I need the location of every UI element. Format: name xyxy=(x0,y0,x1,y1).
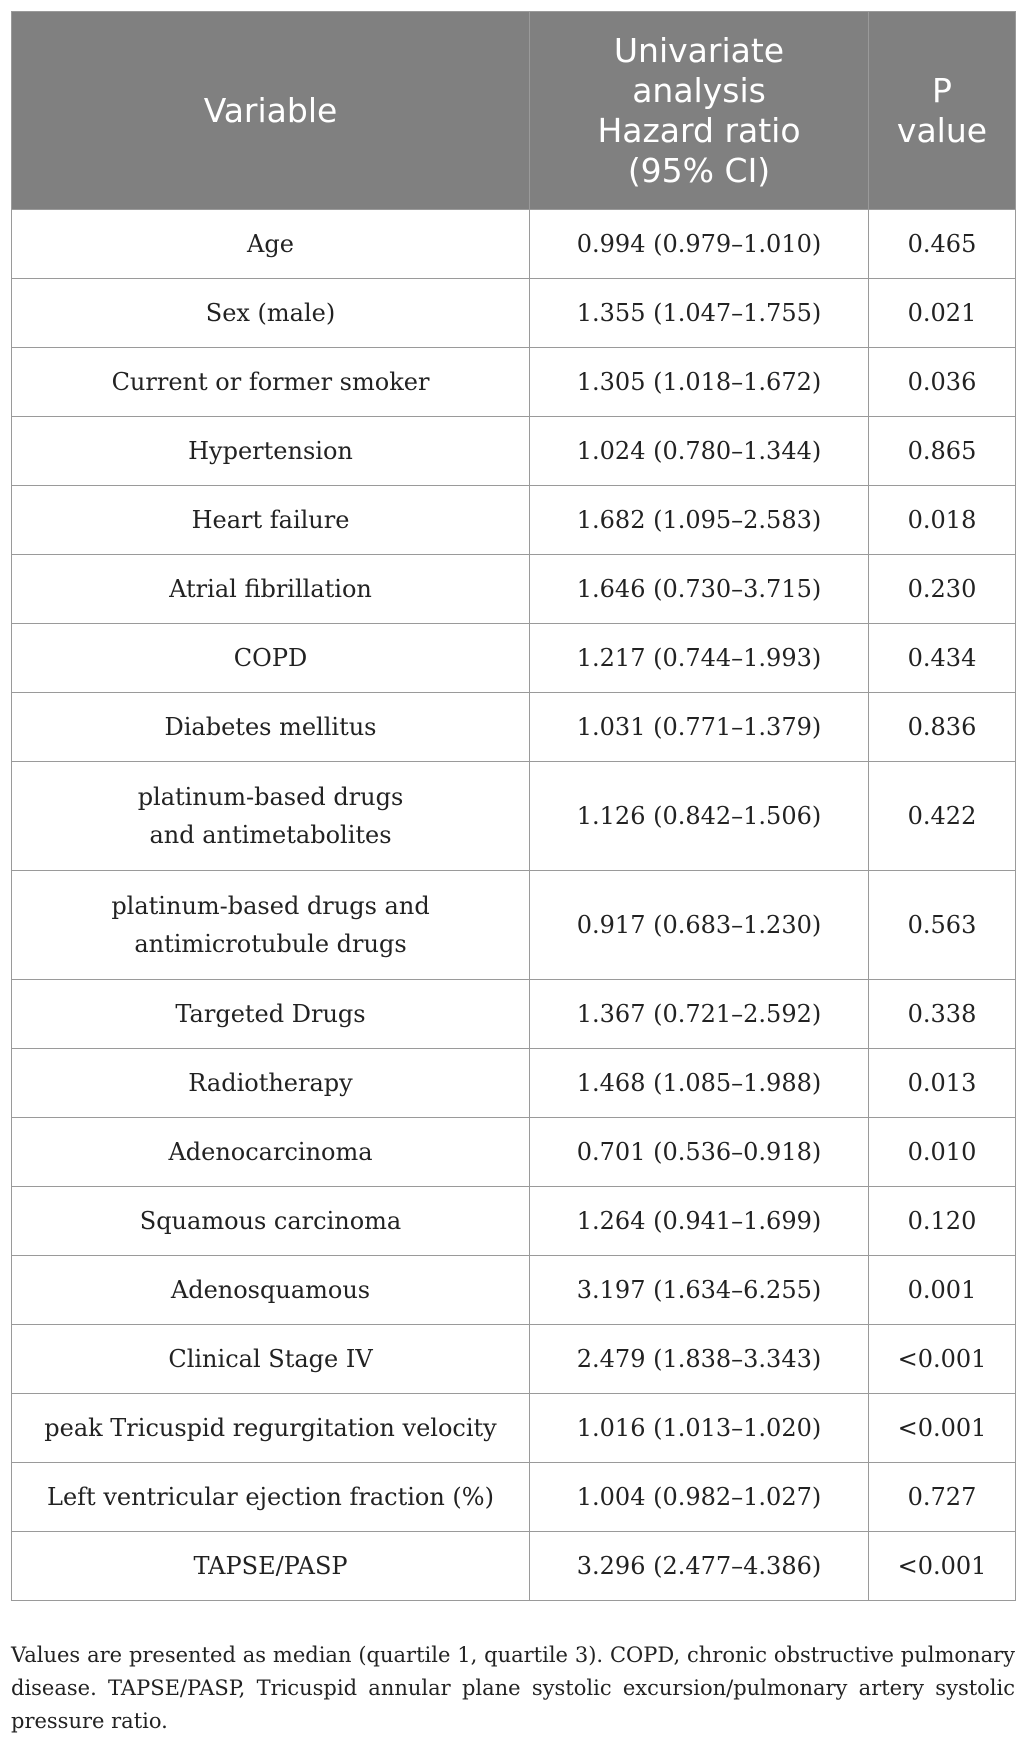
header-p-value-line: value xyxy=(896,110,988,150)
table-row xyxy=(12,1394,1016,1463)
hazard-ratio-cell: 1.355 (1.047–1.755) xyxy=(530,279,869,348)
table-row xyxy=(12,417,1016,486)
hazard-ratio-cell: 1.031 (0.771–1.379) xyxy=(530,693,869,762)
variable-label: Current or former smoker xyxy=(111,368,430,396)
variable-label: Adenocarcinoma xyxy=(168,1138,373,1166)
header-p-value xyxy=(869,12,1016,210)
variable-cell xyxy=(12,348,530,417)
variable-cell xyxy=(12,1463,530,1532)
variable-label: Squamous carcinoma xyxy=(139,1207,402,1235)
variable-cell xyxy=(12,980,530,1049)
variable-label: peak Tricuspid regurgitation velocity xyxy=(44,1414,497,1442)
hazard-ratio-cell: 2.479 (1.838–3.343) xyxy=(530,1325,869,1394)
variable-label: Heart failure xyxy=(191,506,350,534)
variable-label: Sex (male) xyxy=(205,299,336,327)
variable-cell xyxy=(12,555,530,624)
table-row xyxy=(12,1187,1016,1256)
table-row xyxy=(12,1532,1016,1601)
hazard-ratio-cell: 0.701 (0.536–0.918) xyxy=(530,1118,869,1187)
hazard-ratio-cell: 1.004 (0.982–1.027) xyxy=(530,1463,869,1532)
table-header xyxy=(12,12,1016,210)
table-row xyxy=(12,871,1016,980)
header-hazard-ratio-line: analysis xyxy=(632,70,766,110)
table-row xyxy=(12,486,1016,555)
variable-label: COPD xyxy=(233,644,308,672)
p-value-cell: 0.836 xyxy=(869,693,1016,762)
p-value-cell: 0.465 xyxy=(869,210,1016,279)
header-hazard-ratio-line: (95% CI) xyxy=(627,150,771,190)
header-hazard-ratio xyxy=(530,12,869,210)
hazard-ratio-cell: 1.264 (0.941–1.699) xyxy=(530,1187,869,1256)
results-table-container xyxy=(11,11,1015,1601)
variable-cell xyxy=(12,1394,530,1463)
table-row xyxy=(12,1325,1016,1394)
table-row xyxy=(12,1463,1016,1532)
header-variable xyxy=(12,12,530,210)
table-row xyxy=(12,693,1016,762)
variable-cell xyxy=(12,486,530,555)
p-value-cell: 0.120 xyxy=(869,1187,1016,1256)
variable-label: platinum-based drugs and xyxy=(111,892,430,920)
p-value-cell: 0.422 xyxy=(869,762,1016,871)
hazard-ratio-cell: 1.217 (0.744–1.993) xyxy=(530,624,869,693)
hazard-ratio-cell: 3.197 (1.634–6.255) xyxy=(530,1256,869,1325)
header-row xyxy=(12,12,1016,210)
p-value-cell: 0.727 xyxy=(869,1463,1016,1532)
variable-label: Adenosquamous xyxy=(170,1276,371,1304)
hazard-ratio-cell: 1.024 (0.780–1.344) xyxy=(530,417,869,486)
hazard-ratio-cell: 0.994 (0.979–1.010) xyxy=(530,210,869,279)
hazard-ratio-cell: 1.305 (1.018–1.672) xyxy=(530,348,869,417)
header-variable-line: Variable xyxy=(203,90,338,130)
hazard-ratio-cell: 1.126 (0.842–1.506) xyxy=(530,762,869,871)
header-hazard-ratio-line: Hazard ratio xyxy=(597,110,801,150)
table-footnote: Values are presented as median (quartile 1, quartile 3). COPD, chronic obstructive pulmonary disease. TAPSE/PASP, Tricuspid annular plane systolic excursion/pulmonary artery systolic pressure ratio. xyxy=(11,1643,1015,1733)
p-value-cell: <0.001 xyxy=(869,1325,1016,1394)
p-value-cell: 0.563 xyxy=(869,871,1016,980)
variable-label: antimicrotubule drugs xyxy=(134,930,407,958)
variable-cell xyxy=(12,1118,530,1187)
table-row xyxy=(12,348,1016,417)
variable-label: and antimetabolites xyxy=(149,821,392,849)
variable-cell xyxy=(12,279,530,348)
table-row xyxy=(12,1049,1016,1118)
variable-cell xyxy=(12,417,530,486)
variable-cell xyxy=(12,1049,530,1118)
p-value-cell: 0.021 xyxy=(869,279,1016,348)
p-value-cell: 0.230 xyxy=(869,555,1016,624)
hazard-ratio-cell: 1.468 (1.085–1.988) xyxy=(530,1049,869,1118)
variable-cell xyxy=(12,693,530,762)
p-value-cell: 0.010 xyxy=(869,1118,1016,1187)
variable-label: Diabetes mellitus xyxy=(164,713,377,741)
variable-label: Radiotherapy xyxy=(188,1069,353,1097)
hazard-ratio-cell: 1.016 (1.013–1.020) xyxy=(530,1394,869,1463)
variable-label: Age xyxy=(247,230,294,258)
variable-label: Targeted Drugs xyxy=(175,1000,366,1028)
hazard-ratio-cell: 1.682 (1.095–2.583) xyxy=(530,486,869,555)
hazard-ratio-cell: 1.646 (0.730–3.715) xyxy=(530,555,869,624)
table-row xyxy=(12,980,1016,1049)
table-row xyxy=(12,762,1016,871)
p-value-cell: 0.001 xyxy=(869,1256,1016,1325)
variable-cell xyxy=(12,762,530,871)
table-row xyxy=(12,1256,1016,1325)
variable-cell xyxy=(12,1325,530,1394)
p-value-cell: 0.036 xyxy=(869,348,1016,417)
table-row xyxy=(12,1118,1016,1187)
p-value-cell: 0.018 xyxy=(869,486,1016,555)
variable-label: Hypertension xyxy=(188,437,353,465)
p-value-cell: 0.434 xyxy=(869,624,1016,693)
variable-cell xyxy=(12,210,530,279)
univariate-analysis-table xyxy=(11,11,1016,1601)
p-value-cell: <0.001 xyxy=(869,1532,1016,1601)
table-row xyxy=(12,624,1016,693)
variable-cell xyxy=(12,1532,530,1601)
table-row xyxy=(12,210,1016,279)
variable-label: Clinical Stage IV xyxy=(168,1345,373,1373)
hazard-ratio-cell: 1.367 (0.721–2.592) xyxy=(530,980,869,1049)
p-value-cell: 0.013 xyxy=(869,1049,1016,1118)
variable-label: TAPSE/PASP xyxy=(193,1552,348,1580)
header-hazard-ratio-line: Univariate xyxy=(613,30,785,70)
p-value-cell: 0.338 xyxy=(869,980,1016,1049)
table-row xyxy=(12,279,1016,348)
table-body xyxy=(12,210,1016,1601)
table-row xyxy=(12,555,1016,624)
hazard-ratio-cell: 0.917 (0.683–1.230) xyxy=(530,871,869,980)
variable-cell xyxy=(12,1256,530,1325)
variable-label: Left ventricular ejection fraction (%) xyxy=(47,1483,494,1511)
hazard-ratio-cell: 3.296 (2.477–4.386) xyxy=(530,1532,869,1601)
header-p-value-line: P xyxy=(932,70,952,110)
variable-label: platinum-based drugs xyxy=(137,783,404,811)
p-value-cell: 0.865 xyxy=(869,417,1016,486)
variable-cell xyxy=(12,871,530,980)
variable-cell xyxy=(12,624,530,693)
p-value-cell: <0.001 xyxy=(869,1394,1016,1463)
variable-label: Atrial fibrillation xyxy=(169,575,372,603)
variable-cell xyxy=(12,1187,530,1256)
